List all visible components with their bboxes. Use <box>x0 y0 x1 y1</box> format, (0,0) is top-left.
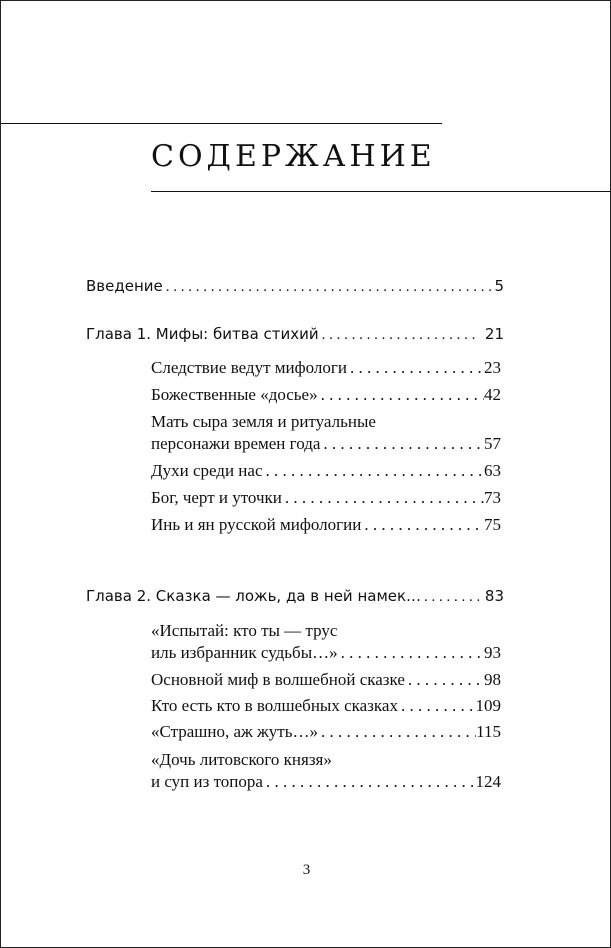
entry-page: 75 <box>484 515 501 534</box>
entry-page: 73 <box>484 488 501 507</box>
entry-label: Следствие ведут мифологи <box>151 358 347 377</box>
dot-leader <box>319 323 479 346</box>
entry-page: 115 <box>476 722 501 741</box>
entry-label: «Страшно, аж жуть…» <box>151 722 318 741</box>
dot-leader <box>318 384 484 406</box>
toc-entry[interactable] <box>151 460 501 482</box>
entry-label-line2: и суп из топора <box>151 772 263 791</box>
toc-entry[interactable] <box>151 669 501 691</box>
toc-entry[interactable] <box>151 695 501 717</box>
entry-page: 42 <box>484 385 501 404</box>
dot-leader <box>263 460 485 482</box>
entry-label: Основной миф в волшебной сказке <box>151 670 405 689</box>
toc-entry-chapter2[interactable] <box>86 585 504 608</box>
entry-page: 98 <box>484 670 501 689</box>
dot-leader <box>421 585 479 608</box>
entry-label-line2: иль избранник судьбы…» <box>151 643 338 662</box>
entry-page: 109 <box>475 696 501 715</box>
dot-leader <box>163 275 495 298</box>
toc-entry[interactable] <box>151 514 501 536</box>
dot-leader <box>320 433 484 455</box>
toc-title: СОДЕРЖАНИЕ <box>151 139 436 174</box>
entry-page: 5 <box>494 277 504 295</box>
entry-label: Кто есть кто в волшебных сказках <box>151 696 398 715</box>
dot-leader <box>282 487 484 509</box>
dot-leader <box>263 771 476 793</box>
entry-label: Глава 1. Мифы: битва стихий <box>86 325 319 343</box>
dot-leader <box>318 721 476 743</box>
entry-row <box>151 433 501 455</box>
page-number: 3 <box>302 862 311 878</box>
entry-label-line1: Мать сыра земля и ритуальные <box>151 412 376 431</box>
dot-leader <box>338 642 484 664</box>
dot-leader <box>347 357 484 379</box>
entry-label: Введение <box>86 277 163 295</box>
toc-entry[interactable] <box>151 487 501 509</box>
entry-page: 21 <box>484 325 504 343</box>
entry-page: 93 <box>484 643 501 662</box>
table-of-contents <box>1 1 611 948</box>
entry-label: Инь и ян русской мифологии <box>151 515 362 534</box>
entry-row <box>151 771 501 793</box>
entry-label: Бог, черт и уточки <box>151 488 282 507</box>
entry-page: 83 <box>484 587 504 605</box>
entry-label: Глава 2. Сказка — ложь, да в ней намек… <box>86 587 422 605</box>
dot-leader <box>398 695 476 717</box>
toc-entry[interactable] <box>151 357 501 379</box>
entry-page: 124 <box>475 772 501 791</box>
toc-entry[interactable] <box>151 749 501 793</box>
entry-label-line2: персонажи времен года <box>151 434 321 453</box>
toc-entry[interactable] <box>151 384 501 406</box>
toc-entry[interactable] <box>151 620 501 664</box>
toc-entry-intro[interactable] <box>86 275 504 298</box>
entry-label: Духи среди нас <box>151 461 263 480</box>
entry-page: 57 <box>484 434 501 453</box>
dot-leader <box>405 669 484 691</box>
toc-entry[interactable] <box>151 411 501 455</box>
toc-entry[interactable] <box>151 721 501 743</box>
dot-leader <box>361 514 484 536</box>
entry-label: Божественные «досье» <box>151 385 318 404</box>
entry-page: 23 <box>484 358 501 377</box>
entry-label-line1: «Дочь литовского князя» <box>151 750 332 769</box>
entry-row <box>151 642 501 664</box>
toc-entry-chapter1[interactable] <box>86 323 504 346</box>
entry-label-line1: «Испытай: кто ты — трус <box>151 621 338 640</box>
entry-page: 63 <box>484 461 501 480</box>
